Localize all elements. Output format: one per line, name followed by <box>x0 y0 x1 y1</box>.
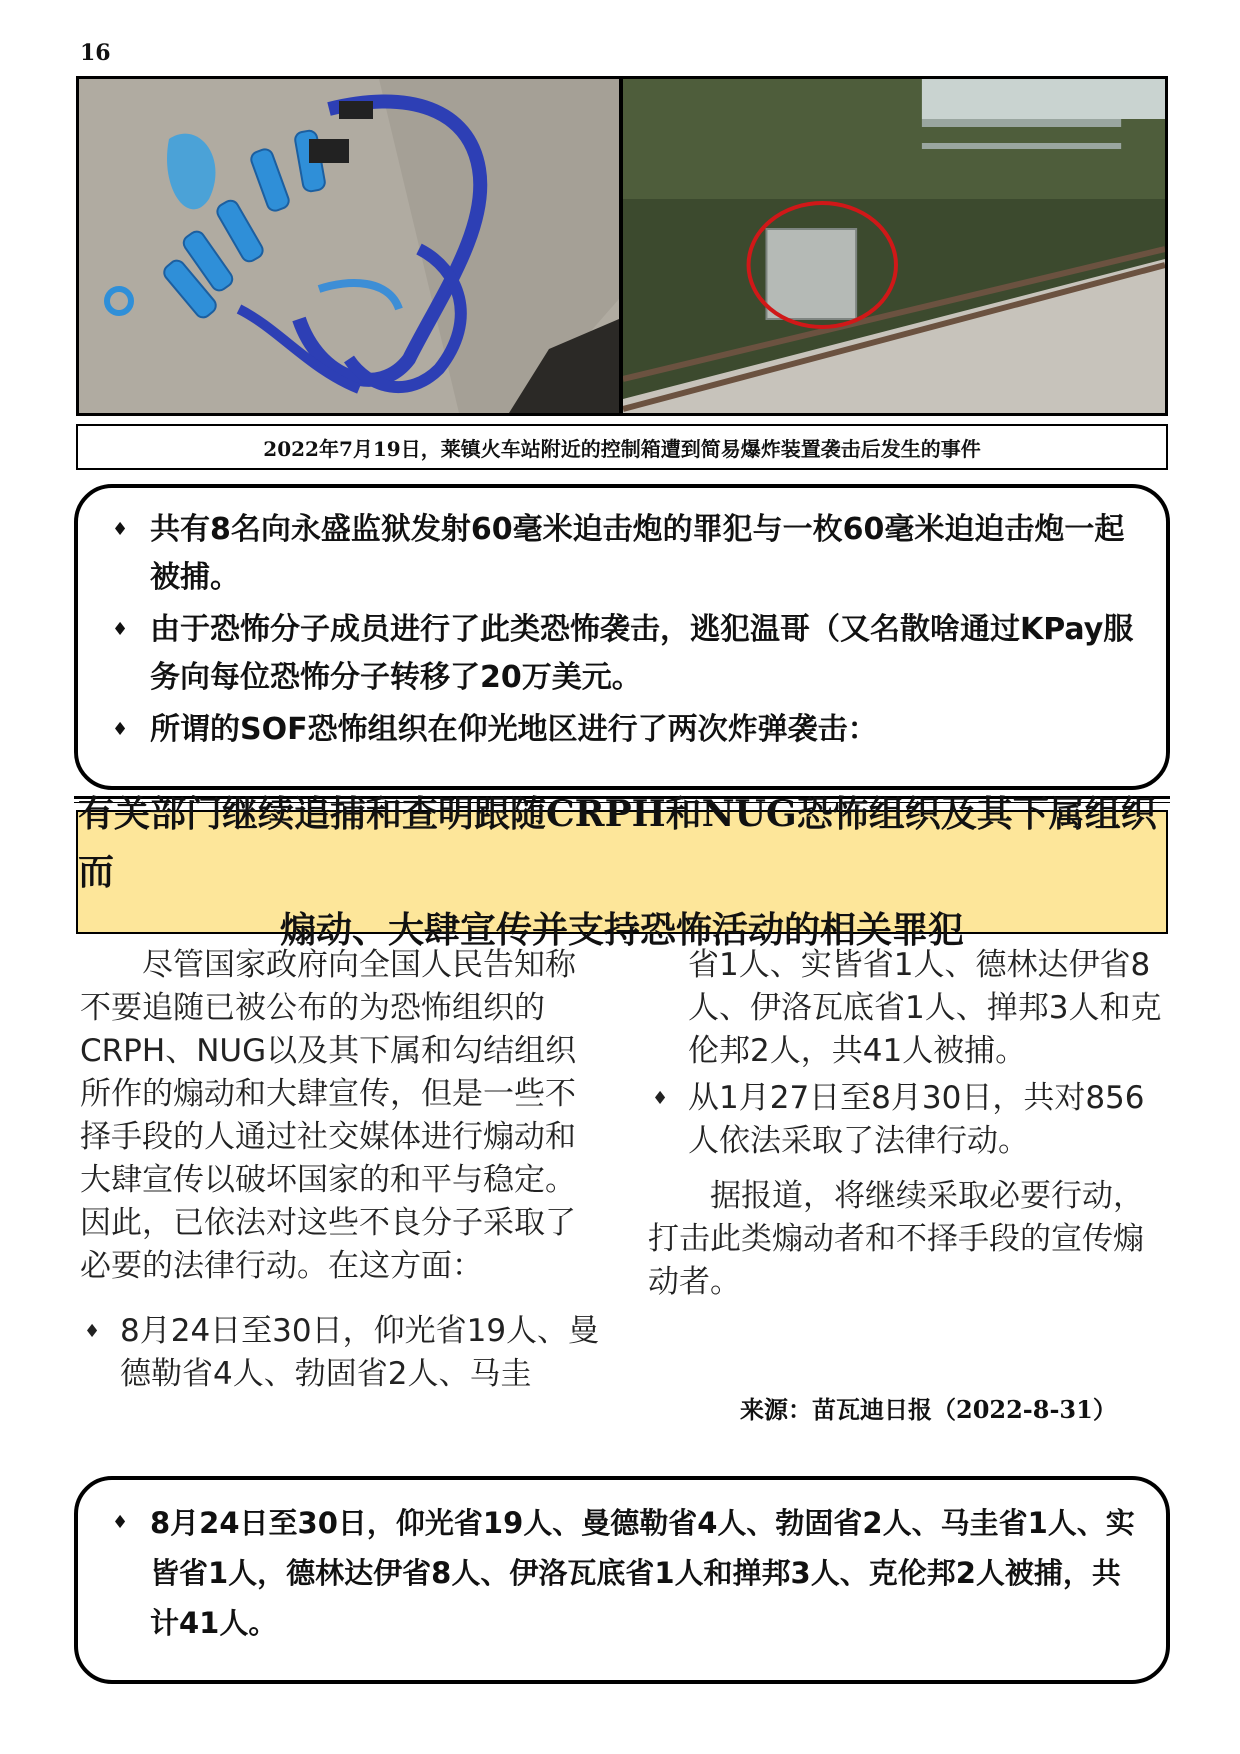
bullet-icon: ♦ <box>84 1321 101 1342</box>
headline-line-2: 煽动、大肆宣传并支持恐怖活动的相关罪犯 <box>279 909 964 951</box>
bullet-icon: ♦ <box>112 1512 129 1533</box>
article-headline <box>76 793 1168 951</box>
railway-photo <box>623 79 1165 413</box>
list-item-text: 所谓的SOF恐怖组织在仰光地区进行了两次炸弹袭击： <box>150 712 878 747</box>
article-paragraph: 尽管国家政府向全国人民告知称不要追随已被公布的为恐怖组织的CRPH、NUG以及其下属和勾结组织所作的煽动和大肆宣传，但是一些不择手段的人通过社交媒体进行煽动和大肆宣传以破坏国家的和平与稳定。因此，已依法对这些不良分子采取了必要的法律行动。在这方面： <box>80 947 577 1284</box>
article-column-right <box>648 944 1168 1304</box>
list-item <box>80 1310 604 1396</box>
list-item <box>98 606 1142 702</box>
list-item <box>98 706 1142 754</box>
bullet-icon: ♦ <box>652 1088 669 1109</box>
bullet-icon: ♦ <box>112 619 129 640</box>
list-item-text: 共有8名向永盛监狱发射60毫米迫击炮的罪犯与一枚60毫米迫迫击炮一起被捕。 <box>150 512 1125 595</box>
article-paragraph: 据报道，将继续采取必要行动，打击此类煽动者和不择手段的宣传煽动者。 <box>648 1178 1144 1300</box>
bullet-icon: ♦ <box>112 719 129 740</box>
list-item <box>648 1077 1168 1163</box>
article-source: 来源：苗瓦迪日报（2022-8-31） <box>740 1395 1117 1424</box>
list-item-text: 从1月27日至8月30日，共对856人依法采取了法律行动。 <box>688 1080 1145 1159</box>
list-item-text: 由于恐怖分子成员进行了此类恐怖袭击，逃犯温哥（又名散啥通过KPay服务向每位恐怖分子转移了20万美元。 <box>150 612 1134 695</box>
list-item-text: 8月24日至30日，仰光省19人、曼德勒省4人、勃固省2人、马圭 <box>120 1313 600 1392</box>
headline-line-1: 有关部门继续追捕和查明跟随CRPH和NUG恐怖组织及其下属组织而 <box>78 793 1157 893</box>
summary-box-2 <box>74 1476 1170 1684</box>
list-item <box>98 1498 1142 1648</box>
debris-photo <box>79 79 619 413</box>
list-item-text: 8月24日至30日，仰光省19人、曼德勒省4人、勃固省2人、马圭省1人、实皆省1人，德林达伊省8人、伊洛瓦底省1人和掸邦3人、克伦邦2人被捕，共计41人。 <box>150 1506 1135 1640</box>
list-item <box>98 506 1142 602</box>
list-item-continuation: 省1人、实皆省1人、德林达伊省8人、伊洛瓦底省1人、掸邦3人和克伦邦2人，共41人被捕。 <box>688 947 1162 1069</box>
bullet-icon: ♦ <box>112 519 129 540</box>
photo-strip <box>76 76 1168 416</box>
article-column-left <box>80 944 604 1396</box>
summary-box-1 <box>74 484 1170 790</box>
photo-caption: 2022年7月19日，莱镇火车站附近的控制箱遭到简易爆炸装置袭击后发生的事件 <box>76 424 1168 470</box>
page-number: 16 <box>80 40 111 66</box>
